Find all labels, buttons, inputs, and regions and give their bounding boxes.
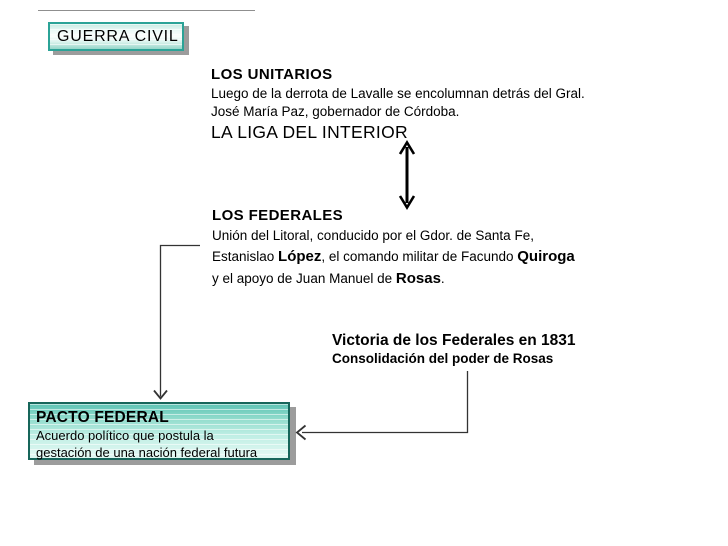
victoria-title: Victoria de los Federales en 1831 (332, 332, 576, 349)
text-segment-bold: López (278, 248, 322, 265)
federales-line-1: Unión del Litoral, conducido por el Gdor. de Santa Fe, (212, 228, 534, 243)
guerra-civil-box (48, 22, 184, 51)
federales-line-3 (212, 268, 575, 290)
federales-title: LOS FEDERALES (212, 207, 344, 224)
text-segment: , el comando militar de Facundo (321, 249, 518, 264)
liga-del-interior-label: LA LIGA DEL INTERIOR (211, 122, 408, 142)
pacto-federal-title: PACTO FEDERAL (36, 409, 169, 426)
top-rule (38, 10, 255, 11)
victoria-block (332, 331, 576, 368)
federales-line-2 (212, 246, 575, 268)
federales-to-pacto-connector (154, 246, 200, 399)
pacto-federal-line-1: Acuerdo político que postula la (36, 428, 214, 443)
text-segment-bold: Quiroga (517, 248, 575, 265)
unitarios-line-1: Luego de la derrota de Lavalle se encolumnan detrás del Gral. (211, 86, 585, 101)
text-segment-bold: Rosas (395, 269, 441, 287)
victoria-subtitle: Consolidación del poder de Rosas (332, 351, 554, 366)
pacto-federal-line-2: gestación de una nación federal futura (36, 445, 258, 460)
text-segment: Estanislao (212, 249, 279, 264)
pacto-federal-box (28, 402, 290, 460)
bidirectional-arrow (400, 143, 414, 208)
victoria-to-pacto-connector (297, 371, 468, 440)
unitarios-block (211, 66, 585, 143)
unitarios-title: LOS UNITARIOS (211, 66, 333, 83)
federales-block (212, 207, 575, 289)
unitarios-line-2: José María Paz, gobernador de Córdoba. (211, 104, 460, 119)
text-segment: y el apoyo de Juan Manuel de (212, 270, 396, 286)
guerra-civil-label: GUERRA CIVIL (57, 28, 179, 45)
text-segment: . (440, 270, 445, 286)
